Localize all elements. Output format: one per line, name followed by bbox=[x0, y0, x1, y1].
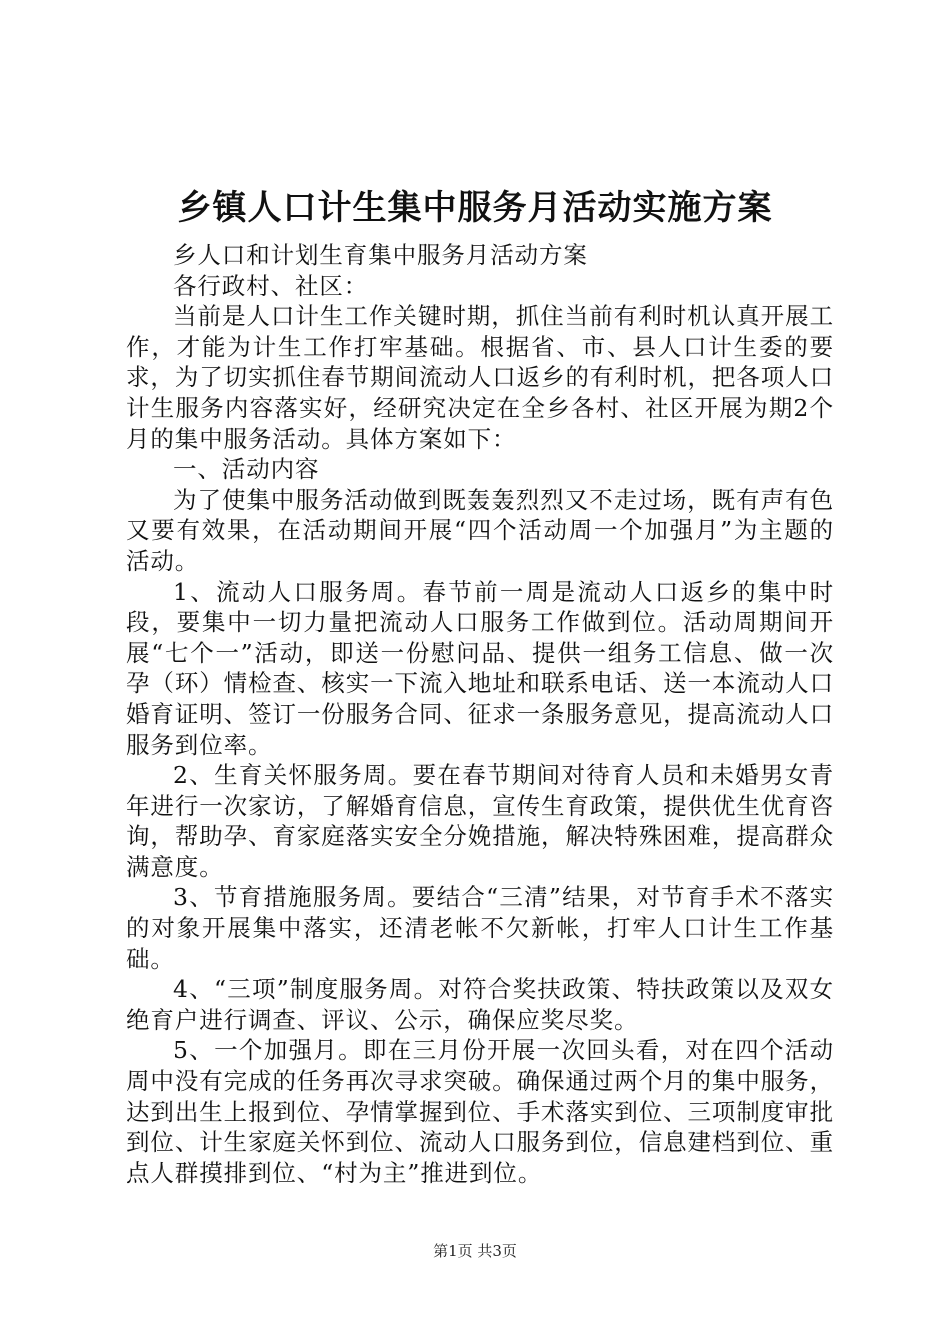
body-paragraph: 为了使集中服务活动做到既轰轰烈烈又不走过场，既有声有色又要有效果，在活动期间开展“四个活动周一个加强月”为主题的活动。 bbox=[126, 485, 834, 575]
section-heading: 一、活动内容 bbox=[173, 455, 320, 484]
subtitle-paragraph: 乡人口和计划生育集中服务月活动方案 bbox=[173, 241, 588, 269]
salutation-paragraph: 各行政村、社区： bbox=[173, 271, 369, 300]
body-paragraph: 3、节育措施服务周。要结合“三清”结果，对节育手术不落实的对象开展集中落实，还清老帐不欠新帐，打牢人口计生工作基础。 bbox=[126, 883, 834, 973]
body-paragraph: 4、“三项”制度服务周。对符合奖扶政策、特扶政策以及双女绝育户进行调查、评议、公示，确保应奖尽奖。 bbox=[126, 975, 834, 1034]
document-body bbox=[126, 240, 834, 1188]
document-title: 乡镇人口计生集中服务月活动实施方案 bbox=[177, 188, 773, 228]
body-paragraph: 1、流动人口服务周。春节前一周是流动人口返乡的集中时段，要集中一切力量把流动人口服务工作做到位。活动周期间开展“七个一”活动，即送一份慰问品、提供一组务工信息、做一次孕（环）情检查、核实一下流入地址和联系电话、送一本流动人口婚育证明、签订一份服务合同、征求一条服务意见，提高流动人口服务到位率。 bbox=[126, 577, 834, 759]
body-paragraph: 2、生育关怀服务周。要在春节期间对待育人员和未婚男女青年进行一次家访，了解婚育信息，宣传生育政策，提供优生优育咨询，帮助孕、育家庭落实安全分娩措施，解决特殊困难，提高群众满意度。 bbox=[126, 761, 834, 881]
body-paragraph: 5、一个加强月。即在三月份开展一次回头看，对在四个活动周中没有完成的任务再次寻求突破。确保通过两个月的集中服务，达到出生上报到位、孕情掌握到位、手术落实到位、三项制度审批到位、计生家庭关怀到位、流动人口服务到位，信息建档到位、重点人群摸排到位、“村为主”推进到位。 bbox=[126, 1036, 834, 1187]
intro-paragraph: 当前是人口计生工作关键时期，抓住当前有利时机认真开展工作，才能为计生工作打牢基础。根据省、市、县人口计生委的要求，为了切实抓住春节期间流动人口返乡的有利时机，把各项人口计生服务内容落实好，经研究决定在全乡各村、社区开展为期2个月的集中服务活动。具体方案如下： bbox=[126, 302, 834, 453]
page-number-footer: 第1页 共3页 bbox=[433, 1242, 517, 1260]
